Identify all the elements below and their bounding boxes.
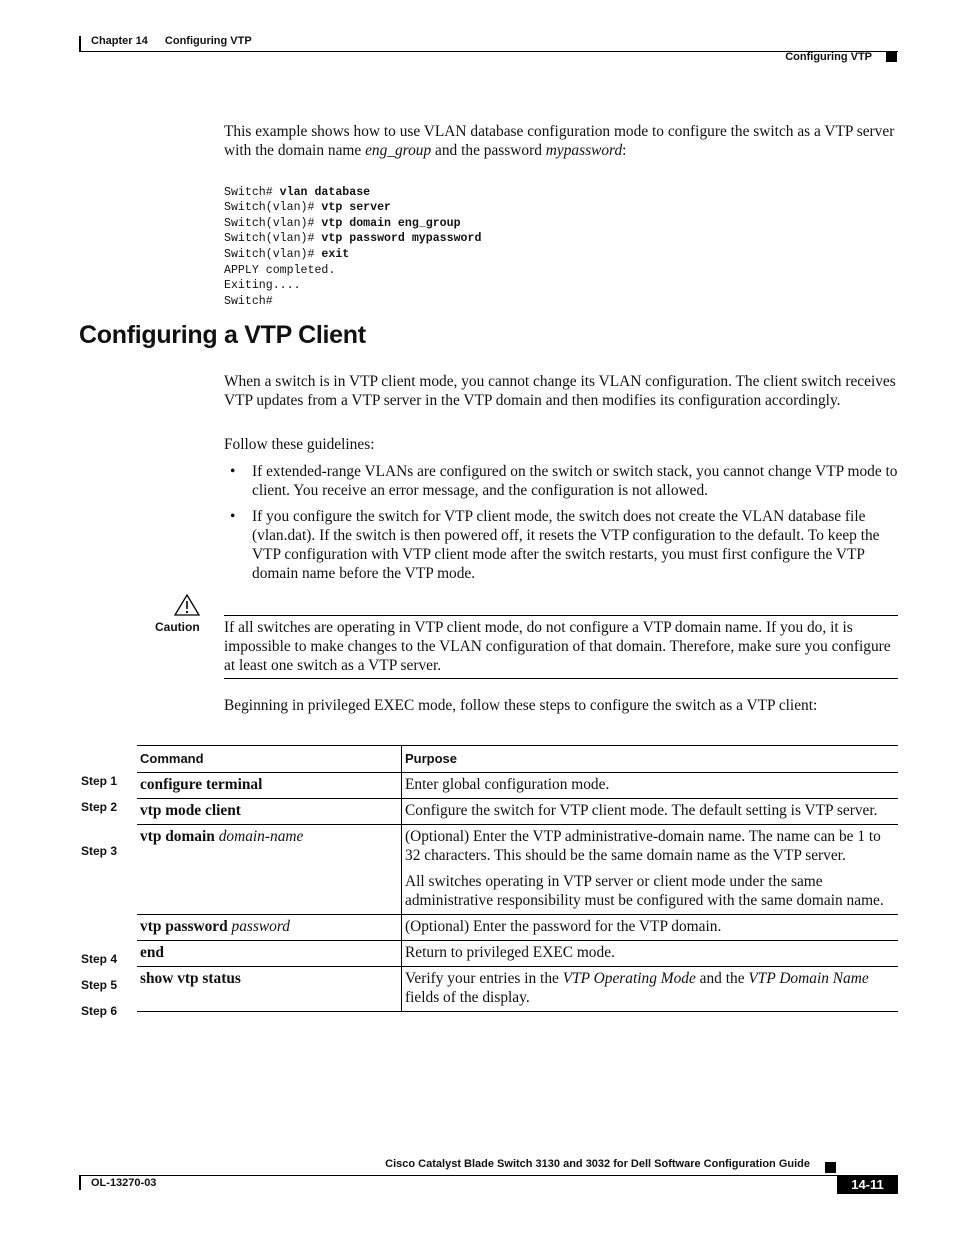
bullet-icon: •: [230, 463, 236, 480]
purpose-cell: Configure the switch for VTP client mode. The default setting is VTP server.: [402, 799, 899, 825]
code-line: Switch# vlan database: [224, 185, 371, 199]
steps-table: [137, 745, 898, 1012]
code-line: Switch(vlan)# exit: [224, 247, 350, 261]
code-line: Switch(vlan)# vtp domain eng_group: [224, 216, 461, 230]
code-line: Switch#: [224, 294, 273, 308]
step-label: Step 6: [81, 1004, 118, 1018]
list-item: • If extended-range VLANs are configured on the switch or switch stack, you cannot change VTP mode to client. You receive an error message, and the configuration is not allowed.: [230, 463, 898, 499]
table-row: [137, 915, 898, 941]
steps-intro: Beginning in privileged EXEC mode, follow these steps to configure the switch as a VTP client:: [224, 697, 818, 714]
table-row: [137, 799, 898, 825]
footer-title: Cisco Catalyst Blade Switch 3130 and 3032 for Dell Software Configuration Guide: [385, 1158, 810, 1170]
purpose-cell: Return to privileged EXEC mode.: [402, 941, 899, 967]
purpose-cell: Verify your entries in the VTP Operating Mode and the VTP Domain Name fields of the display.: [402, 967, 899, 1012]
purpose-cell: (Optional) Enter the VTP administrative-domain name. The name can be 1 to 32 characters. This should be the same domain name as the VTP server. All switches operating in VTP server or client mode under the same administrative responsibility must be configured with the same domain name.: [402, 825, 899, 915]
step-label: Step 2: [81, 800, 118, 814]
step-label: Step 4: [81, 952, 118, 966]
table-row: [137, 825, 898, 915]
command-cell: end: [137, 941, 402, 967]
code-line: Exiting....: [224, 279, 301, 293]
table-header-row: [137, 746, 898, 773]
footer-square: [825, 1162, 836, 1173]
step-label: Step 1: [81, 774, 118, 788]
list-item: • If you configure the switch for VTP client mode, the switch does not create the VLAN database file (vlan.dat). If the switch is then powered off, it resets the VTP configuration to the default. To keep the VTP configuration with VTP client mode after the switch restarts, you must first configure the VTP domain name before the VTP mode.: [230, 508, 880, 582]
header-marker: [79, 36, 81, 51]
intro-text-1: This example shows how to use VLAN database configuration mode to configure the switch as a VTP server with the domain name: [224, 123, 895, 159]
table-row: [137, 967, 898, 1012]
code-line: Switch(vlan)# vtp password mypassword: [224, 232, 482, 246]
running-header-left: [91, 35, 266, 47]
footer-rule: [79, 1175, 898, 1176]
intro-password: mypassword: [545, 142, 623, 159]
intro-text-3: :: [622, 142, 627, 159]
caution-label: Caution: [155, 620, 200, 634]
command-cell: configure terminal: [137, 773, 402, 799]
code-line: APPLY completed.: [224, 263, 336, 277]
section-title: Configuring a VTP Client: [79, 321, 366, 349]
footer-doc-id: OL-13270-03: [91, 1177, 157, 1189]
table-row: [137, 941, 898, 967]
intro-text-2: and the password: [431, 142, 546, 159]
command-cell: vtp mode client: [137, 799, 402, 825]
bullet-icon: •: [230, 508, 236, 525]
caution-rule-bottom: [224, 678, 898, 679]
footer-marker: [79, 1175, 81, 1190]
running-header-section: Configuring VTP: [785, 51, 872, 63]
header-square: [886, 51, 897, 62]
command-cell: vtp domain domain-name: [137, 825, 402, 915]
code-line: Switch(vlan)# vtp server: [224, 201, 391, 215]
guidelines-list: [224, 462, 899, 590]
table-row: [137, 773, 898, 799]
warning-triangle-icon: [174, 594, 200, 616]
command-cell: vtp password password: [137, 915, 402, 941]
intro-paragraph: [224, 122, 899, 160]
caution-text: If all switches are operating in VTP client mode, do not configure a VTP domain name. If you do, it is impossible to make changes to the VLAN configuration of that domain. Therefore, make sure you configure at least one switch as a VTP server.: [224, 619, 891, 674]
intro-domain: eng_group: [365, 142, 432, 159]
purpose-cell: (Optional) Enter the password for the VTP domain.: [402, 915, 899, 941]
command-cell: show vtp status: [137, 967, 402, 1012]
header-rule: [79, 51, 898, 52]
column-header-purpose: Purpose: [402, 746, 899, 773]
code-example: [224, 169, 481, 325]
step-label: Step 3: [81, 844, 118, 858]
page-number: 14-11: [837, 1176, 898, 1194]
column-header-command: Command: [137, 746, 402, 773]
purpose-cell: Enter global configuration mode.: [402, 773, 899, 799]
body-paragraph: When a switch is in VTP client mode, you cannot change its VLAN configuration. The client switch receives VTP updates from a VTP server in the VTP domain and then modifies its configuration accordingly.: [224, 373, 896, 409]
step-label: Step 5: [81, 978, 118, 992]
caution-rule-top: [224, 615, 898, 616]
guidelines-lead: Follow these guidelines:: [224, 436, 375, 453]
chapter-title: Configuring VTP: [164, 35, 252, 47]
chapter-number: Chapter 14: [91, 35, 148, 47]
